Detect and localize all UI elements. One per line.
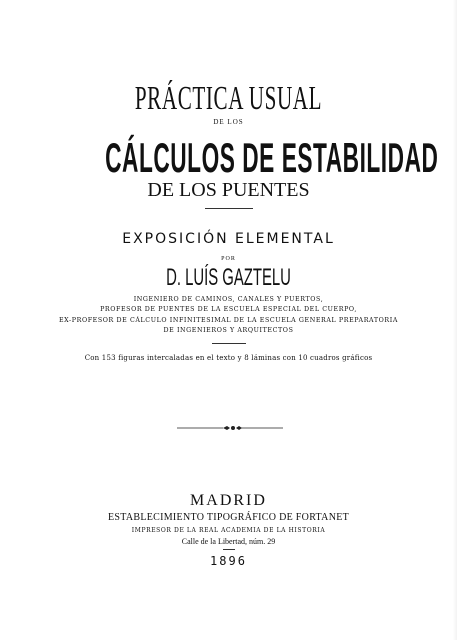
imprint-printer: ESTABLECIMIENTO TIPOGRÁFICO DE FORTANET bbox=[107, 512, 350, 523]
page-edge-shadow bbox=[453, 0, 457, 640]
ornament-icon bbox=[175, 424, 285, 432]
imprint-address: Calle de la Libertad, núm. 29 bbox=[181, 537, 276, 546]
credential-line: INGENIERO DE CAMINOS, CANALES Y PUERTOS, bbox=[133, 296, 324, 303]
credential-line: EX-PROFESOR DE CÁLCULO INFINITESIMAL DE LA ESCUELA GENERAL PREPARATORIA bbox=[58, 317, 398, 324]
figures-note: Con 153 figuras intercaladas en el texto y 8 láminas con 10 cuadros gráficos bbox=[84, 354, 373, 362]
author-name: D. LUÍS GAZTELU bbox=[166, 264, 291, 291]
title-main: CÁLCULOS DE ESTABILIDAD bbox=[105, 134, 439, 181]
title-line-2: DE LOS bbox=[213, 118, 244, 126]
credential-line: DE INGENIEROS Y ARQUITECTOS bbox=[163, 327, 294, 334]
title-line-1: PRÁCTICA USUAL bbox=[134, 80, 323, 117]
subtitle: EXPOSICIÓN ELEMENTAL bbox=[122, 231, 335, 247]
by-label: POR bbox=[221, 256, 236, 262]
imprint-city: MADRID bbox=[190, 492, 267, 509]
imprint-printer-role: IMPRESOR DE LA REAL ACADEMIA DE LA HISTORIA bbox=[131, 527, 326, 534]
divider-rule bbox=[223, 549, 235, 550]
title-line-4: DE LOS PUENTES bbox=[147, 179, 310, 201]
divider-rule bbox=[205, 208, 253, 209]
divider-rule bbox=[212, 343, 246, 344]
credential-line: PROFESOR DE PUENTES DE LA ESCUELA ESPECIAL DEL CUERPO, bbox=[100, 306, 357, 313]
imprint-year: 1896 bbox=[210, 554, 247, 568]
